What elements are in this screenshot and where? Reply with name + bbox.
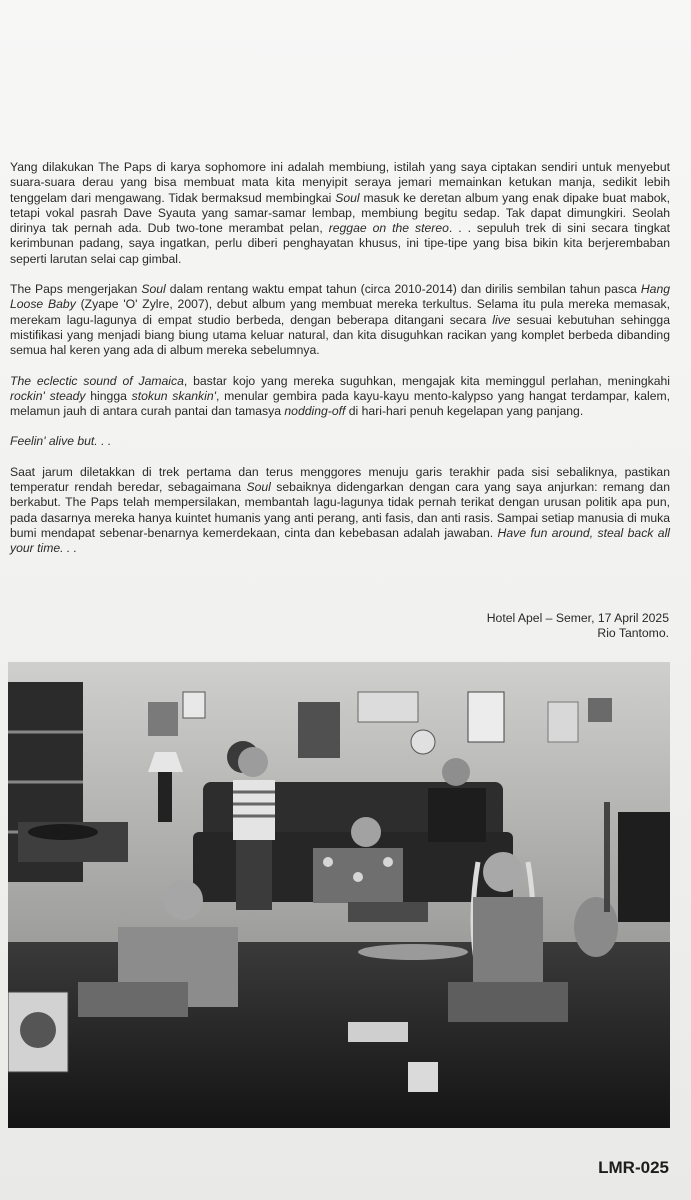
- text-run: di hari-hari penuh kegelapan yang panjang.: [345, 404, 584, 419]
- text-run: masuk ke deretan album yang enak dipake buat mabok, tetapi vokal pasrah Dave Syauta yang samar-samar lembap, membiung begitu sedap. Tak dapat dimungkiri. Seolah dirinya tak pernah ada. Dub two-tone merambat pelan,: [10, 190, 670, 236]
- italic-run: reggae on the stereo: [328, 221, 449, 236]
- italic-run: The eclectic sound of Jamaica: [10, 373, 184, 388]
- text-run: sesuai kebutuhan sehingga mistifikasi yang menjadi biang biung utama keluar natural, dan kita disuguhkan racikan yang komplet berbeda dibanding semua hal keren yang ada di album mereka sebelumnya.: [10, 312, 670, 358]
- signature-block: [487, 611, 669, 642]
- liner-paragraph-3: [10, 374, 670, 420]
- text-run: dalam rentang waktu empat tahun (circa 2010-2014) dan dirilis sembilan tahun pasca: [165, 282, 641, 297]
- text-run: . . . sepuluh trek di sini secara tingkat kerimbunan padang, saya ingatkan, perlu diberi penghayatan khusus, ini tipe-tipe yang bisa bikin kita berjerembaban seperti larutan selai cap gimbal.: [10, 221, 670, 266]
- italic-run: rockin' steady: [10, 388, 86, 403]
- text-run: hingga: [85, 388, 132, 403]
- text-run: , bastar kojo yang mereka suguhkan, mengajak kita meminggul perlahan, meningkahi: [183, 373, 671, 388]
- band-photo: [8, 662, 670, 1128]
- italic-run: Soul: [335, 190, 360, 205]
- liner-paragraph-4: [10, 434, 670, 449]
- signature-author: Rio Tantomo.: [597, 626, 669, 641]
- liner-paragraph-2: [10, 282, 670, 358]
- italic-run: stokun skankin': [131, 388, 216, 403]
- signature-place-date: Hotel Apel – Semer, 17 April 2025: [486, 611, 669, 625]
- text-run: Saat jarum diletakkan di trek pertama dan terus menggores menuju garis terakhir pada sisi sebaliknya, pastikan temperatur rendah beredar, sebagaimana: [10, 464, 670, 495]
- italic-run: Have fun around, steal back all your time. . .: [10, 525, 670, 556]
- italic-run: Feelin' alive but. . .: [10, 434, 112, 449]
- italic-run: Soul: [141, 282, 166, 297]
- text-run: The Paps mengerjakan: [10, 282, 142, 297]
- italic-run: nodding-off: [284, 404, 346, 419]
- text-run: , menular gembira pada kayu-kayu mento-kalypso yang hangat terdampar, kalem, melamun jauh di antara curah pantai dan tamasya: [10, 388, 671, 419]
- liner-notes: [10, 160, 670, 572]
- text-run: Yang dilakukan The Paps di karya sophomore ini adalah membiung, istilah yang saya ciptakan sendiri untuk menyebut suara-suara derau yang bisa membuat mata kita menyipit seraya jemari memainkan ketukan manja, sedikit lebih tenggelam dari mengawang. Tidak bermaksud membingkai: [10, 160, 670, 205]
- catalog-number: LMR-025: [598, 1158, 669, 1177]
- italic-run: Hang Loose Baby: [10, 282, 670, 312]
- liner-paragraph-1: [10, 160, 670, 267]
- text-run: (Zyape 'O' Zylre, 2007), debut album yang membuat mereka terkultus. Selama itu pula mereka memasak, merekam lagu-lagunya di empat studio berbeda, dengan beberapa ditangani secara: [10, 297, 671, 327]
- italic-run: Soul: [246, 480, 271, 495]
- italic-run: live: [492, 312, 511, 327]
- text-run: sebaiknya didengarkan dengan cara yang saya anjurkan: remang dan berkabut. The Paps telah mempersilakan, membantah lagu-lagunya tidak pernah terikat dengan urusan politik apa pun, pada dasarnya mereka hanya kuintet humanis yang anti perang, anti fasis, dan anti rasis. Sampai setiap manusia di muka bumi mendapat sebenar-benarnya kemerdekaan, cinta dan kebebasan adalah jawaban.: [10, 480, 670, 540]
- liner-paragraph-5: [10, 465, 670, 557]
- band-photo-illustration: [8, 662, 670, 1128]
